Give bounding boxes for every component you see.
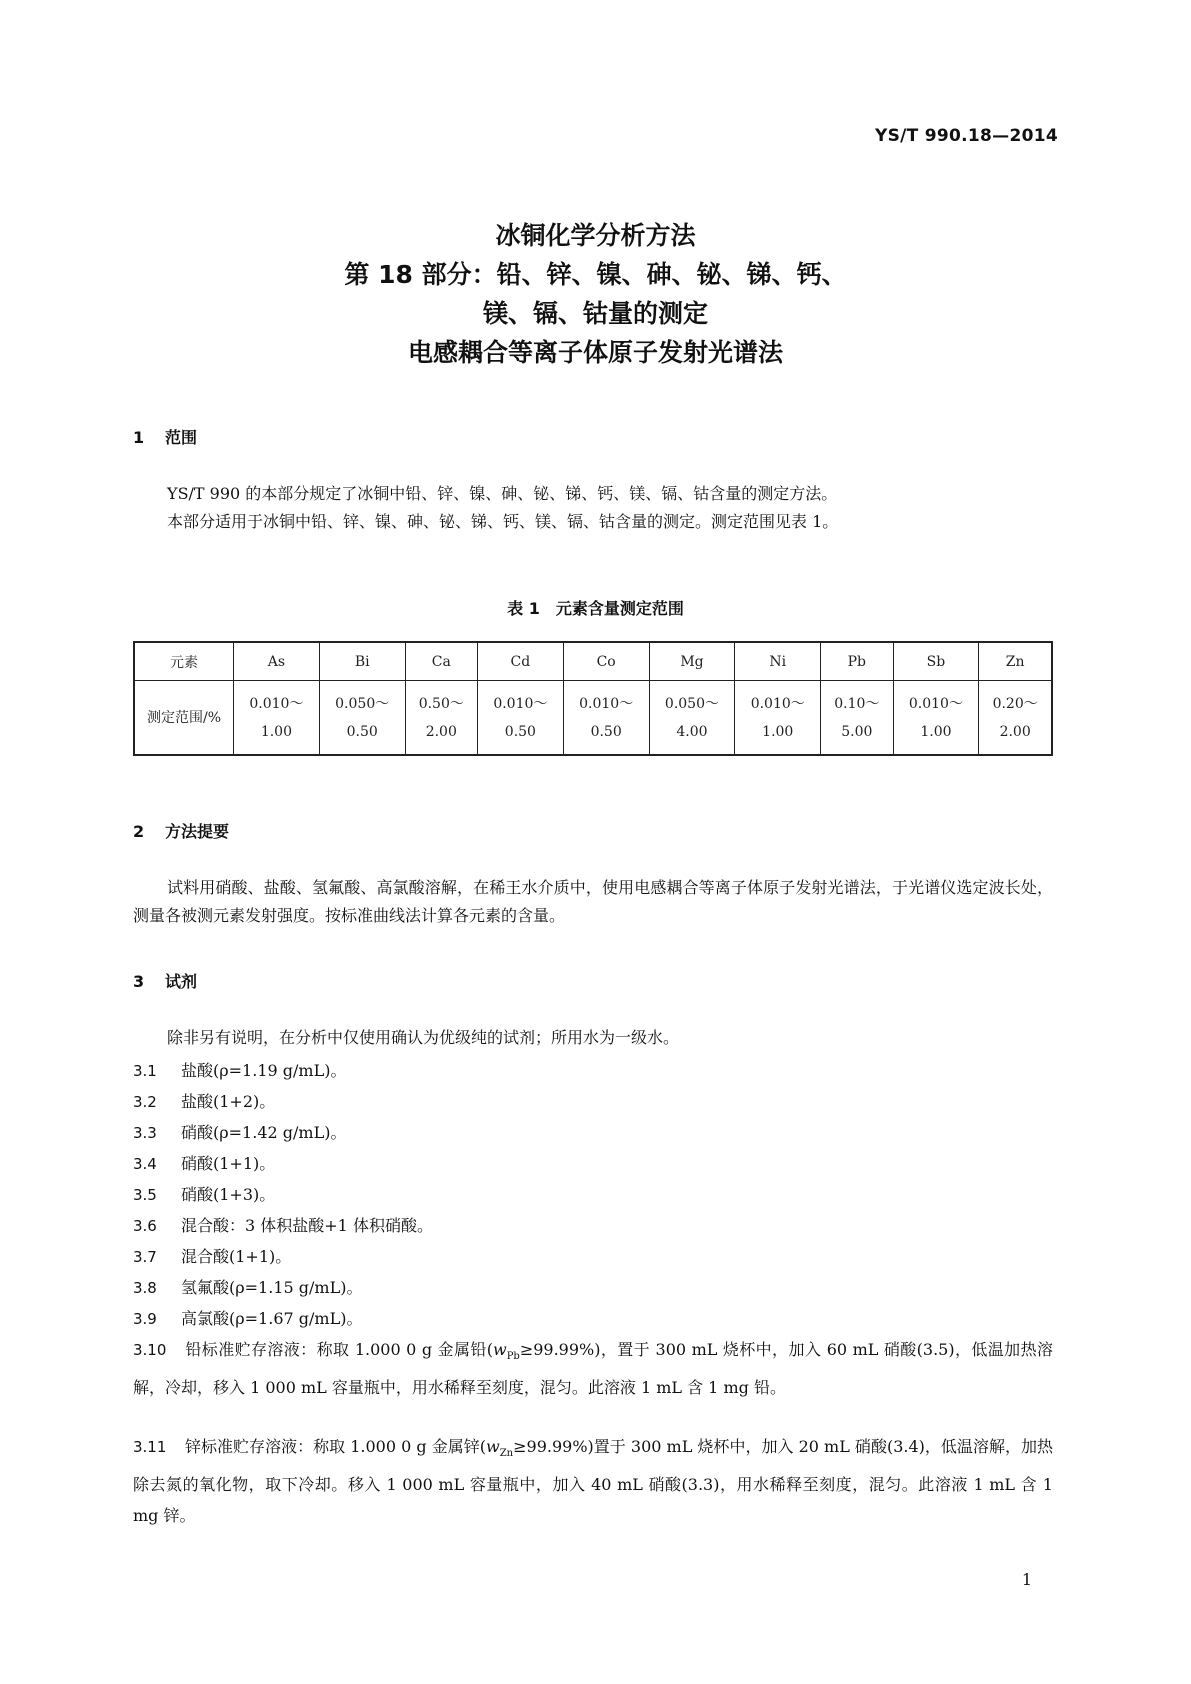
range-high: 1.00 [762,723,794,740]
title-line-1: 冰铜化学分析方法 [495,221,696,250]
item-text-before: 锌标准贮存溶液：称取 1.000 0 g 金属锌( [185,1437,487,1456]
list-item [133,1089,275,1112]
range-low: 0.010～ [493,695,548,712]
table-cell-range [735,681,821,756]
range-low: 0.010～ [579,695,634,712]
item-number: 3.1 [133,1062,157,1080]
range-high: 0.50 [504,723,536,740]
item-text: 盐酸(1+2)。 [181,1092,276,1111]
table-cell-range [477,681,563,756]
table-cell-range [563,681,649,756]
item-text: 硝酸(1+3)。 [181,1185,276,1204]
range-low: 0.050～ [335,695,390,712]
table-header-row [134,642,1052,681]
range-low: 0.010～ [750,695,805,712]
item-number: 3.2 [133,1093,157,1111]
item-text: 盐酸(ρ=1.19 g/mL)。 [181,1061,347,1080]
item-number: 3.3 [133,1124,157,1142]
page-number: 1 [1021,1570,1032,1589]
table-cell-element: Bi [319,642,405,681]
section-title: 方法提要 [165,822,230,841]
table-cell-element: Cd [477,642,563,681]
title-line-4: 电感耦合等离子体原子发射光谱法 [407,338,783,367]
section-title: 试剂 [165,972,198,991]
range-low: 0.010～ [908,695,963,712]
item-number: 3.7 [133,1248,157,1266]
table-cell-range [893,681,979,756]
section-1-paragraph-1: YS/T 990 的本部分规定了冰铜中铅、锌、镍、砷、铋、锑、钙、镁、镉、钴含量的测定方法。 [167,484,838,503]
list-item [133,1306,362,1329]
title-line-2: 第 18 部分：铅、锌、镍、砷、铋、锑、钙、 [344,260,847,289]
range-high: 4.00 [676,723,708,740]
section-title: 范围 [165,428,198,447]
range-high: 1.00 [260,723,292,740]
list-item-3-10 [133,1334,1053,1403]
table-cell-range [234,681,320,756]
range-low: 0.20～ [992,695,1038,712]
table-cell-range [319,681,405,756]
section-3-heading [133,969,197,992]
item-text-after: ≥99.99%)，置于 300 mL 烧杯中，加入 60 mL 硝酸(3.5)，低温加热溶解，冷却，移入 1 000 mL 容量瓶中，用水稀释至刻度，混匀。此溶液 1 mL 含 1 mg 铅。 [133,1340,1053,1398]
section-1-heading [133,425,197,448]
range-high: 0.50 [590,723,622,740]
item-text: 硝酸(ρ=1.42 g/mL)。 [181,1123,347,1142]
mass-fraction-symbol: w [486,1437,500,1456]
item-text-after: ≥99.99%)置于 300 mL 烧杯中，加入 20 mL 硝酸(3.4)，低温溶解，加热除去氮的氧化物，取下冷却。移入 1 000 mL 容量瓶中，加入 40 mL 硝酸(3.3)，用水稀释至刻度，混匀。此溶液 1 mL 含 1 mg 锌。 [133,1437,1053,1526]
list-item-3-11 [133,1431,1053,1531]
section-2-heading [133,819,229,842]
table-cell-element: Mg [649,642,735,681]
item-text: 硝酸(1+1)。 [181,1154,276,1173]
table-cell-element: Pb [821,642,893,681]
table-cell-range [979,681,1052,756]
item-text-before: 铅标准贮存溶液：称取 1.000 0 g 金属铅( [185,1340,493,1359]
section-3-intro: 除非另有说明，在分析中仅使用确认为优级纯的试剂；所用水为一级水。 [167,1028,680,1047]
range-low: 0.010～ [249,695,304,712]
item-text: 高氯酸(ρ=1.67 g/mL)。 [181,1309,363,1328]
list-item [133,1182,275,1205]
item-number: 3.10 [133,1341,167,1359]
list-item [133,1120,346,1143]
table-cell-element: Co [563,642,649,681]
item-text: 混合酸：3 体积盐酸+1 体积硝酸。 [181,1216,433,1235]
range-high: 0.50 [346,723,378,740]
table-cell-element: As [234,642,320,681]
range-low: 0.50～ [418,695,464,712]
table-cell-element: Zn [979,642,1052,681]
range-low: 0.10～ [834,695,880,712]
table-values-row [134,681,1052,756]
section-number: 2 [133,822,145,841]
range-high: 2.00 [425,723,457,740]
item-number: 3.9 [133,1310,157,1328]
table-cell-element: Sb [893,642,979,681]
item-number: 3.4 [133,1155,157,1173]
range-high: 2.00 [999,723,1031,740]
range-low: 0.050～ [664,695,719,712]
range-high: 1.00 [920,723,952,740]
item-number: 3.8 [133,1279,157,1297]
range-table [133,641,1053,756]
title-line-3: 镁、镉、钴量的测定 [482,299,708,328]
table-row-label: 测定范围/% [134,681,234,756]
item-text: 氢氟酸(ρ=1.15 g/mL)。 [181,1278,363,1297]
table-row-label: 元素 [134,642,234,681]
section-number: 3 [133,972,145,991]
section-1-paragraph-2: 本部分适用于冰铜中铅、锌、镍、砷、铋、锑、钙、镁、镉、钴含量的测定。测定范围见表 1。 [167,512,839,531]
item-number: 3.6 [133,1217,157,1235]
table-cell-range [405,681,477,756]
table-caption: 表 1 元素含量测定范围 [507,599,684,618]
mass-fraction-subscript: Pb [506,1351,520,1363]
mass-fraction-symbol: w [492,1340,507,1359]
section-number: 1 [133,428,145,447]
mass-fraction-subscript: Zn [499,1448,514,1460]
table-cell-range [649,681,735,756]
list-item [133,1275,362,1298]
range-high: 5.00 [841,723,873,740]
section-2-paragraph: 试料用硝酸、盐酸、氢氟酸、高氯酸溶解，在稀王水介质中，使用电感耦合等离子体原子发射光谱法，于光谱仪选定波长处，测量各被测元素发射强度。按标准曲线法计算各元素的含量。 [133,878,1053,925]
item-number: 3.11 [133,1438,167,1456]
table-cell-element: Ca [405,642,477,681]
list-item [133,1244,291,1267]
list-item [133,1213,433,1236]
item-number: 3.5 [133,1186,157,1204]
list-item [133,1151,275,1174]
table-cell-element: Ni [735,642,821,681]
table-cell-range [821,681,893,756]
item-text: 混合酸(1+1)。 [181,1247,292,1266]
standard-number: YS/T 990.18—2014 [875,126,1058,146]
list-item [133,1058,346,1081]
